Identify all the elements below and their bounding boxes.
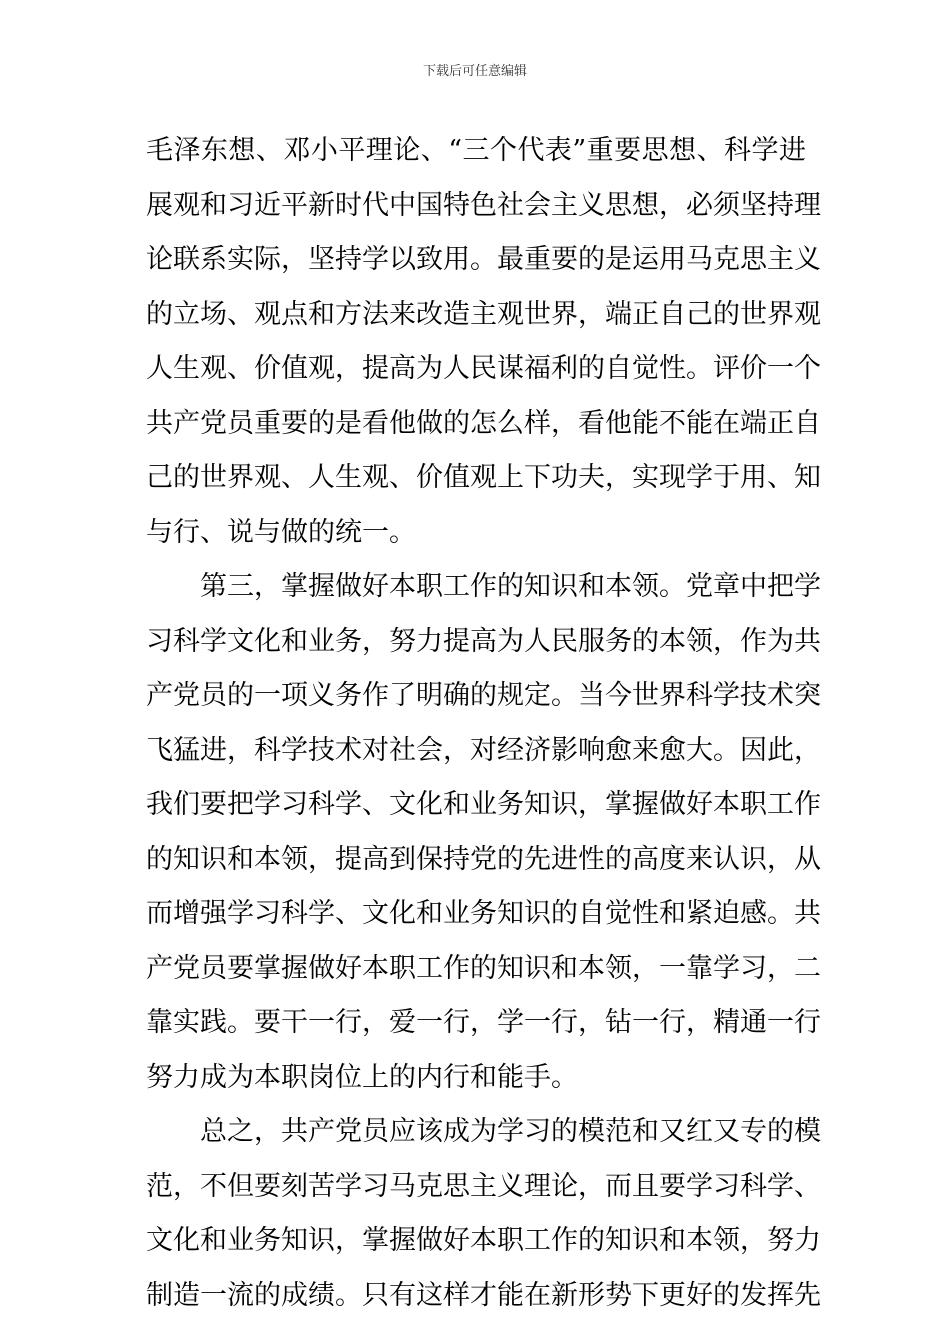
text-line: 论联系实际，坚持学以致用。最重要的是运用马克思主义 [146, 244, 821, 275]
text-line: 制造一流的成绩。只有这样才能在新形势下更好的发挥先 [146, 1279, 821, 1311]
page-header: 下载后可任意编辑 [422, 64, 527, 79]
paragraph-first-line: 第三，掌握做好本职工作的知识和本领。党章中把学 [200, 571, 821, 602]
text-line: 共产党员重要的是看他做的怎么样，看他能不能在端正自 [146, 407, 821, 439]
text-line: 而增强学习科学、文化和业务知识的自觉性和紧迫感。共 [146, 898, 821, 929]
text-line: 产党员要掌握做好本职工作的知识和本领，一靠学习，二 [146, 952, 821, 984]
text-line: 飞猛进，科学技术对社会，对经济影响愈来愈大。因此， [146, 734, 821, 766]
text-line: 与行、说与做的统一。 [146, 516, 416, 548]
text-line: 靠实践。要干一行，爱一行，学一行，钻一行，精通一行 [146, 1007, 821, 1038]
text-line: 产党员的一项义务作了明确的规定。当今世界科学技术突 [146, 680, 821, 711]
text-line: 我们要把学习科学、文化和业务知识，掌握做好本职工作 [146, 789, 821, 820]
text-line: 努力成为本职岗位上的内行和能手。 [146, 1061, 578, 1093]
paragraph-first-line: 总之，共产党员应该成为学习的模范和又红又专的模 [200, 1116, 821, 1147]
text-line: 的知识和本领，提高到保持党的先进性的高度来认识，从 [146, 843, 821, 875]
text-line: 毛泽东想、邓小平理论、“三个代表”重要思想、科学进 [146, 135, 806, 166]
document-body [146, 124, 821, 1323]
text-line: 习科学文化和业务，努力提高为人民服务的本领，作为共 [146, 625, 821, 657]
text-line: 范，不但要刻苦学习马克思主义理论，而且要学习科学、 [146, 1170, 821, 1202]
text-line: 文化和业务知识，掌握做好本职工作的知识和本领，努力 [146, 1225, 821, 1256]
text-line: 人生观、价值观，提高为人民谋福利的自觉性。评价一个 [146, 353, 821, 384]
text-line: 己的世界观、人生观、价值观上下功夫，实现学于用、知 [146, 462, 821, 493]
text-line: 展观和习近平新时代中国特色社会主义思想，必须坚持理 [146, 189, 821, 221]
text-line: 的立场、观点和方法来改造主观世界，端正自己的世界观 [146, 298, 821, 330]
